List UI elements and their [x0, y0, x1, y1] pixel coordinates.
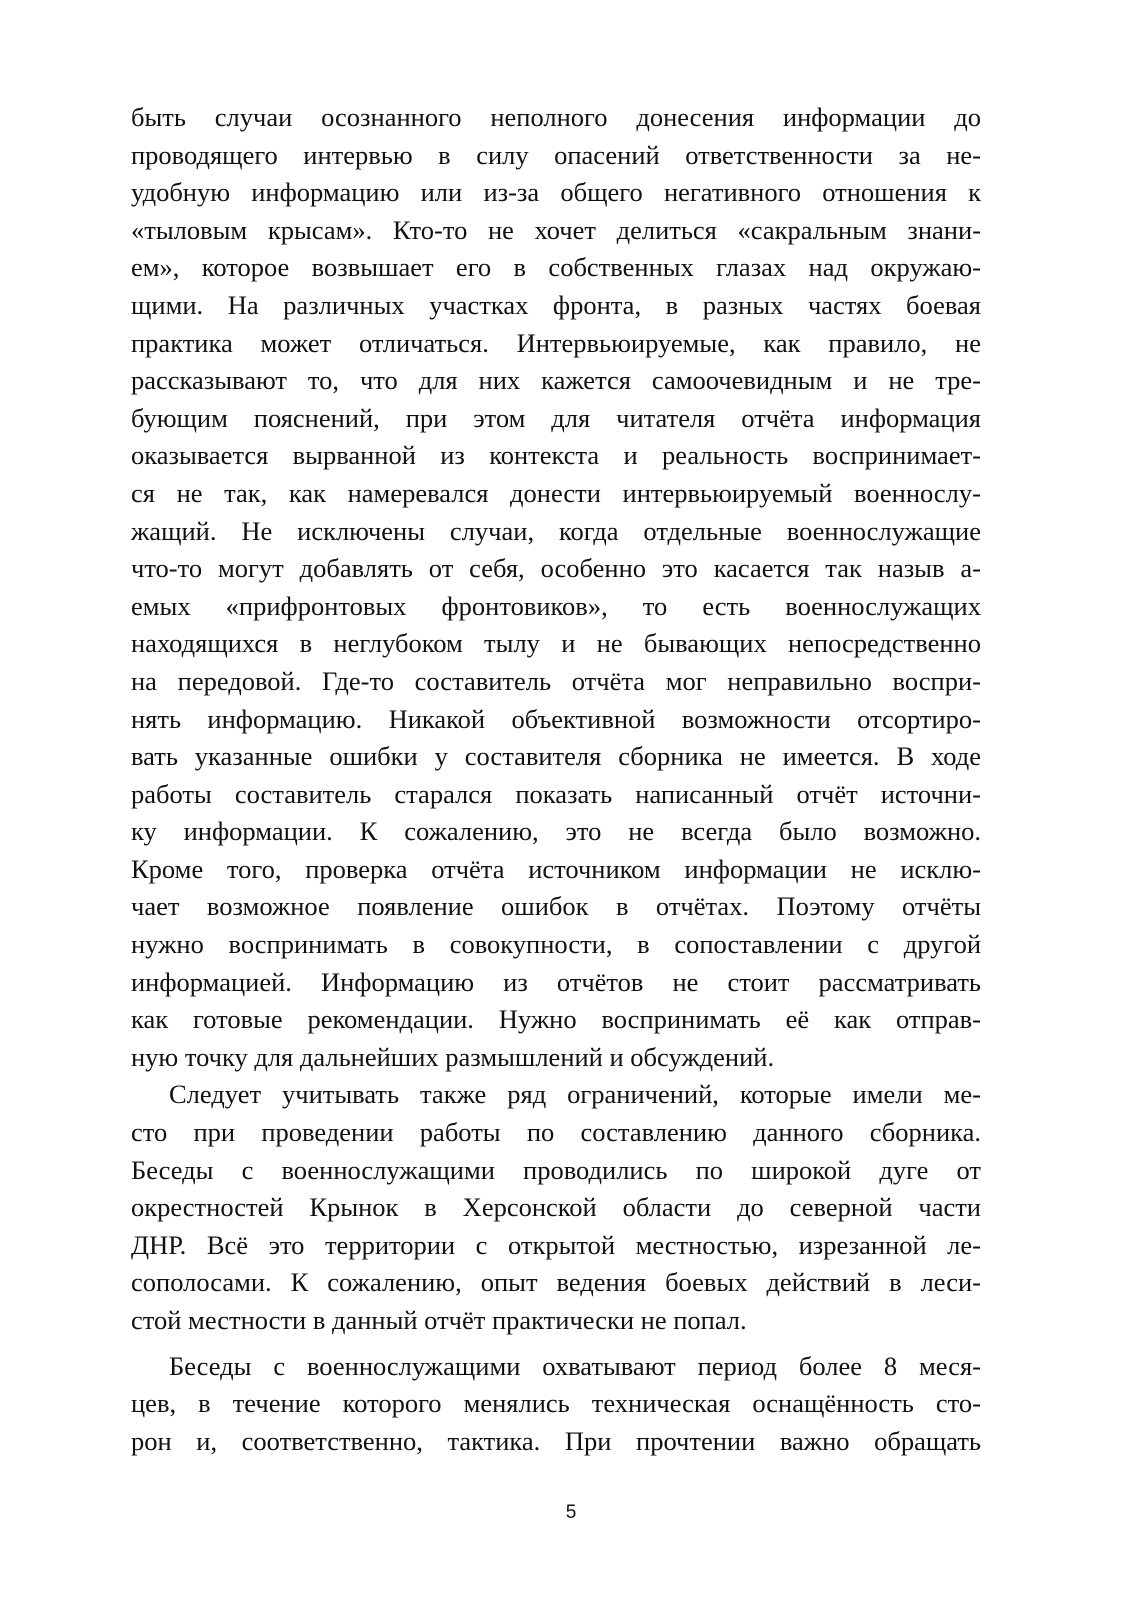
text-line: быть случаи осознанного неполного донесения информации до: [131, 102, 981, 132]
text-line: щими. На различных участках фронта, в разных частях боевая: [131, 289, 981, 320]
text-line: жащий. Не исключены случаи, когда отдельные военнослужащие: [131, 515, 981, 546]
text-line: цев, в течение которого менялись техническая оснащённость сто-: [131, 1388, 981, 1419]
text-line: Беседы с военнослужащими охватывают период более 8 меся-: [169, 1350, 981, 1381]
text-line: удобную информацию или из-за общего негативного отношения к: [131, 177, 981, 208]
paragraph: [131, 99, 981, 1076]
text-line: проводящего интервью в силу опасений ответственности за не-: [131, 139, 981, 170]
text-line: нужно воспринимать в совокупности, в сопоставлении с другой: [131, 929, 981, 960]
text-line: работы составитель старался показать написанный отчёт источни-: [131, 778, 981, 809]
text-line: ся не так, как намеревался донести интервьюируемый военнослу-: [131, 477, 981, 508]
text-line: емых «прифронтовых фронтовиков», то есть военнослужащих: [131, 590, 981, 621]
paragraph: [131, 1076, 981, 1339]
text-line: Беседы с военнослужащими проводились по широкой дуге от: [131, 1154, 981, 1185]
text-line: как готовые рекомендации. Нужно воспринимать её как отправ-: [131, 1004, 981, 1035]
text-line: что-то могут добавлять от себя, особенно это касается так назыв а-: [131, 553, 981, 584]
text-line: Кроме того, проверка отчёта источником информации не исклю-: [131, 853, 981, 884]
text-line: окрестностей Крынок в Херсонской области до северной части: [131, 1192, 981, 1223]
text-line: сто при проведении работы по составлению данного сборника.: [131, 1117, 981, 1148]
page-body: [131, 99, 981, 1460]
text-line: стой местности в данный отчёт практически не попал.: [131, 1305, 747, 1335]
text-line: рассказывают то, что для них кажется самоочевидным и не тре-: [131, 365, 981, 396]
text-line: Следует учитывать также ряд ограничений, которые имели ме-: [169, 1079, 981, 1110]
text-line: практика может отличаться. Интервьюируемые, как правило, не: [131, 327, 981, 358]
page-number: 5: [565, 1502, 577, 1523]
text-line: ДНР. Всё это территории с открытой местностью, изрезанной ле-: [131, 1229, 981, 1260]
text-line: «тыловым крысам». Кто-то не хочет делиться «сакральным знани-: [131, 214, 981, 245]
text-line: бующим пояснений, при этом для читателя отчёта информация: [131, 402, 981, 433]
text-line: ем», которое возвышает его в собственных глазах над окружаю-: [131, 252, 981, 283]
text-line: вать указанные ошибки у составителя сборника не имеется. В ходе: [131, 741, 981, 772]
text-line: сополосами. К сожалению, опыт ведения боевых действий в леси-: [131, 1267, 981, 1298]
text-line: оказывается вырванной из контекста и реальность воспринимает-: [131, 440, 981, 471]
paragraph: [131, 1348, 981, 1461]
text-line: нять информацию. Никакой объективной возможности отсортиро-: [131, 703, 981, 734]
text-line: находящихся в неглубоком тылу и не бывающих непосредственно: [131, 628, 981, 659]
text-line: на передовой. Где-то составитель отчёта мог неправильно воспри-: [131, 665, 981, 696]
text-line: ную точку для дальнейших размышлений и обсуждений.: [131, 1041, 775, 1072]
text-line: чает возможное появление ошибок в отчётах. Поэтому отчёты: [131, 891, 981, 922]
text-line: информацией. Информацию из отчётов не стоит рассматривать: [131, 966, 981, 997]
text-line: рон и, соответственно, тактика. При прочтении важно обращать: [131, 1425, 981, 1456]
text-line: ку информации. К сожалению, это не всегда было возможно.: [131, 816, 981, 847]
